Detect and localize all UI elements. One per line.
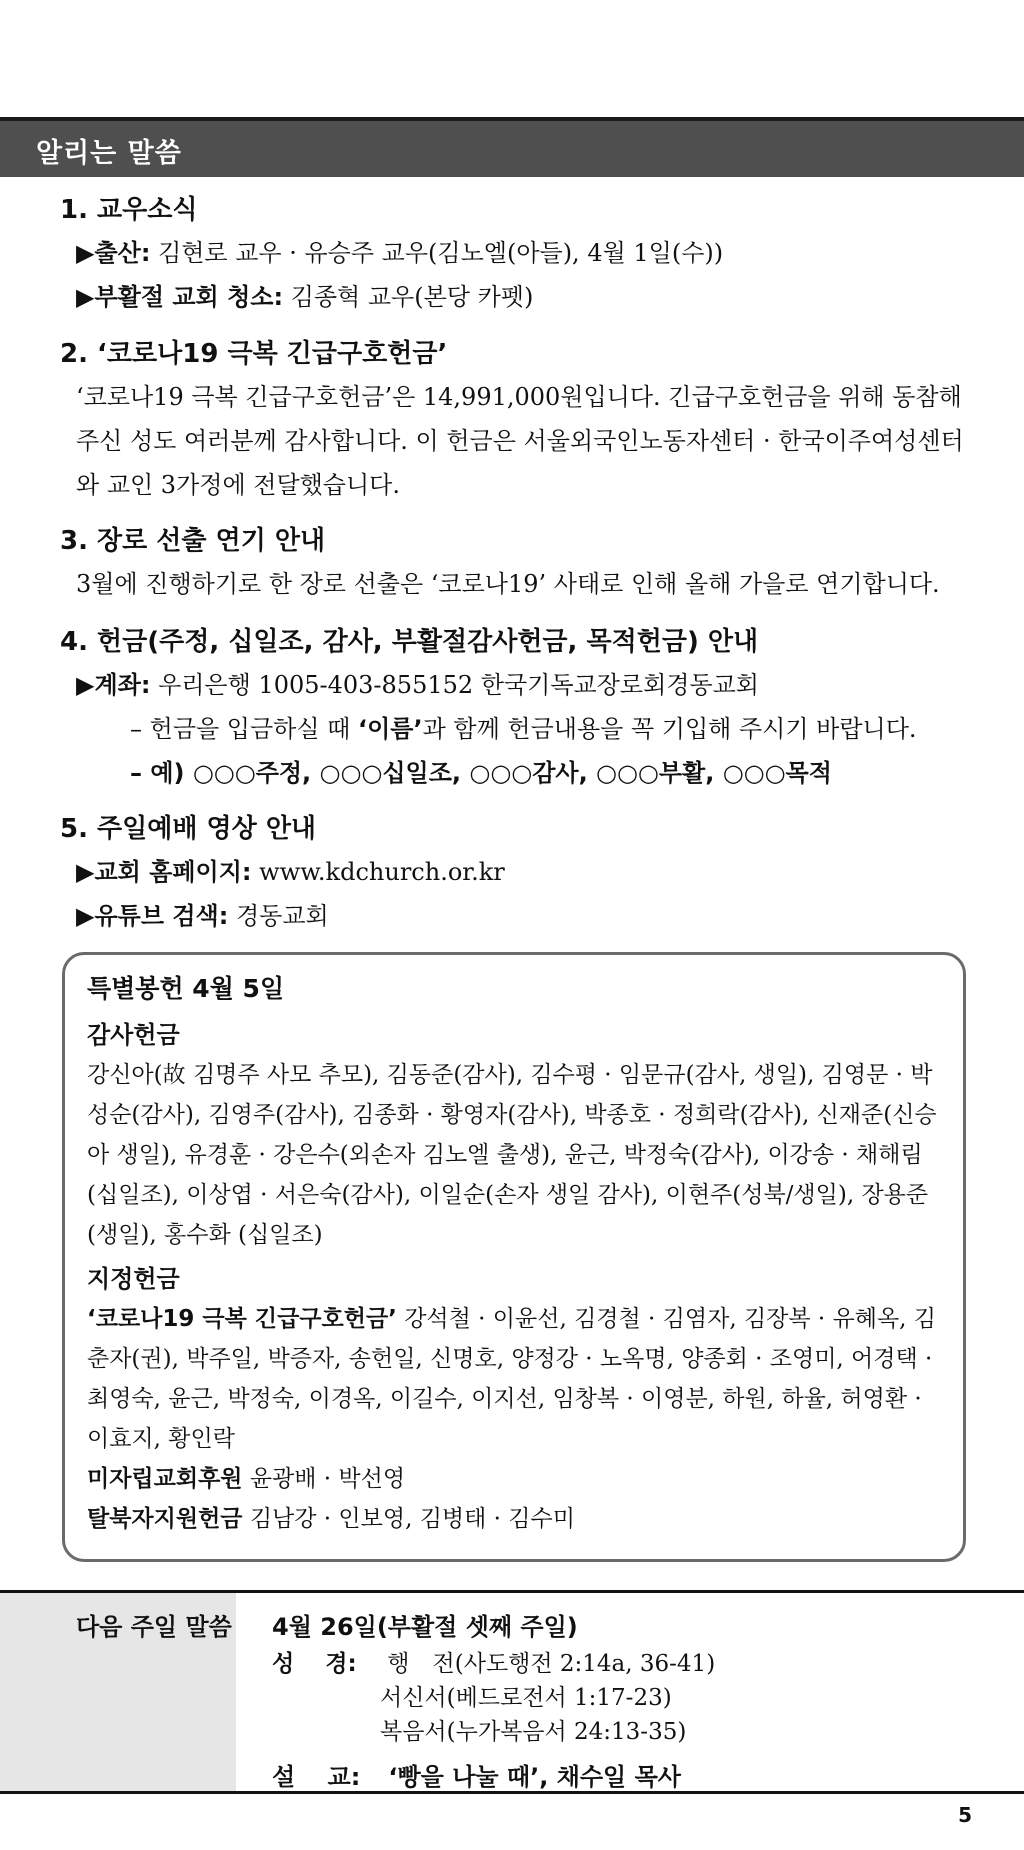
- support-names: 윤광배 · 박선영: [242, 1466, 406, 1492]
- note-text: 과 함께 헌금내용을 꼭 기입해 주시기 바랍니다.: [422, 715, 917, 743]
- homepage-line: [60, 850, 970, 894]
- section-relief-fund: [60, 337, 970, 507]
- scripture-epistle: 서신서(베드로전서 1:17-23): [380, 1685, 672, 1711]
- special-offering-title: 특별봉헌 4월 5일: [87, 974, 285, 1003]
- section-title: 5. 주일예배 영상 안내: [60, 814, 317, 844]
- defector-label: 탈북자지원헌금: [87, 1506, 243, 1532]
- section-title: 4. 헌금(주정, 십일조, 감사, 부활절감사헌금, 목적헌금) 안내: [60, 627, 759, 657]
- birth-text: 김현로 교우 · 유승주 교우(김노엘(아들), 4월 1일(수)): [150, 239, 724, 267]
- next-week-label-cell: [0, 1593, 236, 1791]
- page-number: 5: [958, 1803, 972, 1827]
- account-line: [60, 663, 970, 707]
- designated-offering-list: [87, 1299, 943, 1459]
- note-text: – 헌금을 입금하실 때: [130, 715, 358, 743]
- next-week-date: 4월 26일(부활절 셋째 주일): [272, 1613, 578, 1641]
- account-label: ▶계좌:: [76, 671, 151, 699]
- defector-line: [87, 1499, 943, 1539]
- support-label: 미자립교회후원: [87, 1466, 243, 1492]
- sermon-line: [272, 1757, 715, 1797]
- section-video-guide: [60, 812, 970, 938]
- announcements-header: [0, 117, 1024, 177]
- section-title: 3. 장로 선출 연기 안내: [60, 526, 326, 556]
- next-week-sermon: [0, 1590, 1024, 1794]
- offering-note-2: – 예) ○○○주정, ○○○십일조, ○○○감사, ○○○부활, ○○○목적: [130, 759, 832, 787]
- header-title: 알리는 말씀: [36, 138, 182, 169]
- support-line: [87, 1459, 943, 1499]
- youtube-label: ▶유튜브 검색:: [76, 902, 229, 930]
- elder-election-text: 3월에 진행하기로 한 장로 선출은 ‘코로나19’ 사태로 인해 올해 가을로 연기합니다.: [76, 570, 940, 598]
- account-text: 우리은행 1005-403-855152 한국기독교장로회경동교회: [150, 671, 759, 699]
- scripture-key: 성 경:: [272, 1651, 357, 1677]
- birth-label: ▶출산:: [76, 239, 151, 267]
- sermon-title: ‘빵을 나눌 때’, 채수일 목사: [380, 1763, 681, 1791]
- cleaning-text: 김종혁 교우(본당 카펫): [283, 283, 534, 311]
- cleaning-label: ▶부활절 교회 청소:: [76, 283, 284, 311]
- defector-names: 김남강 · 인보영, 김병태 · 김수미: [242, 1506, 575, 1532]
- thanks-offering-list: 강신아(故 김명주 사모 추모), 김동준(감사), 김수평 · 임문규(감사, 생일), 김영문 · 박성순(감사), 김영주(감사), 김종화 · 황영자(감사), 박종호 · 정희락(감사), 신재준(신승아 생일), 유경훈 · 강은수(외손자 김노엘 출생), 윤근, 박정숙(감사), 이강송 · 채해림(십일조), 이상엽 · 서은숙(감사), 이일순(손자 생일 감사), 이현주(성북/생일), 장용준(생일), 홍수화 (십일조): [87, 1062, 937, 1248]
- scripture-acts: 행 전(사도행전 2:14a, 36-41): [380, 1651, 716, 1677]
- designated-label: ‘코로나19 극복 긴급구호헌금’: [87, 1306, 397, 1332]
- relief-fund-paragraph: ‘코로나19 극복 긴급구호헌금’은 14,991,000원입니다. 긴급구호헌금을 위해 동참해 주신 성도 여러분께 감사합니다. 이 헌금은 서울외국인노동자센터 · 한국이주여성센터와 교인 3가정에 전달했습니다.: [76, 383, 964, 499]
- note-emphasis: ‘이름’: [358, 715, 423, 743]
- section-offering-guide: [60, 625, 970, 795]
- homepage-label: ▶교회 홈페이지:: [76, 858, 252, 886]
- section-member-news: [60, 193, 970, 319]
- section-title: 2. ‘코로나19 극복 긴급구호헌금’: [60, 339, 448, 369]
- designated-offering-title: 지정헌금: [87, 1265, 180, 1293]
- designated-names: 강석철 · 이윤선, 김경철 · 김염자, 김장복 · 유혜옥, 김춘자(권), 박주일, 박증자, 송헌일, 신명호, 양정강 · 노옥명, 양종회 · 조영미, 어경택 · 최영숙, 윤근, 박정숙, 이경옥, 이길수, 이지선, 임창복 · 이영분, 하원, 하율, 허영환 · 이효지, 황인락: [87, 1306, 937, 1452]
- offering-note-1: [60, 707, 970, 751]
- next-week-details: [272, 1607, 715, 1797]
- youtube-text: 경동교회: [228, 902, 329, 930]
- youtube-line: [60, 894, 970, 938]
- next-week-label: 다음 주일 말씀: [76, 1613, 232, 1641]
- birth-line: [60, 231, 970, 275]
- section-elder-election: [60, 524, 970, 606]
- thanks-offering-title: 감사헌금: [87, 1021, 180, 1049]
- cleaning-line: [60, 275, 970, 319]
- homepage-url[interactable]: www.kdchurch.or.kr: [251, 858, 505, 886]
- sermon-key: 설 교:: [272, 1763, 361, 1791]
- scripture-line: [272, 1647, 715, 1681]
- special-offering-box: [62, 952, 966, 1562]
- scripture-gospel: 복음서(누가복음서 24:13-35): [380, 1719, 687, 1745]
- section-title: 1. 교우소식: [60, 195, 198, 225]
